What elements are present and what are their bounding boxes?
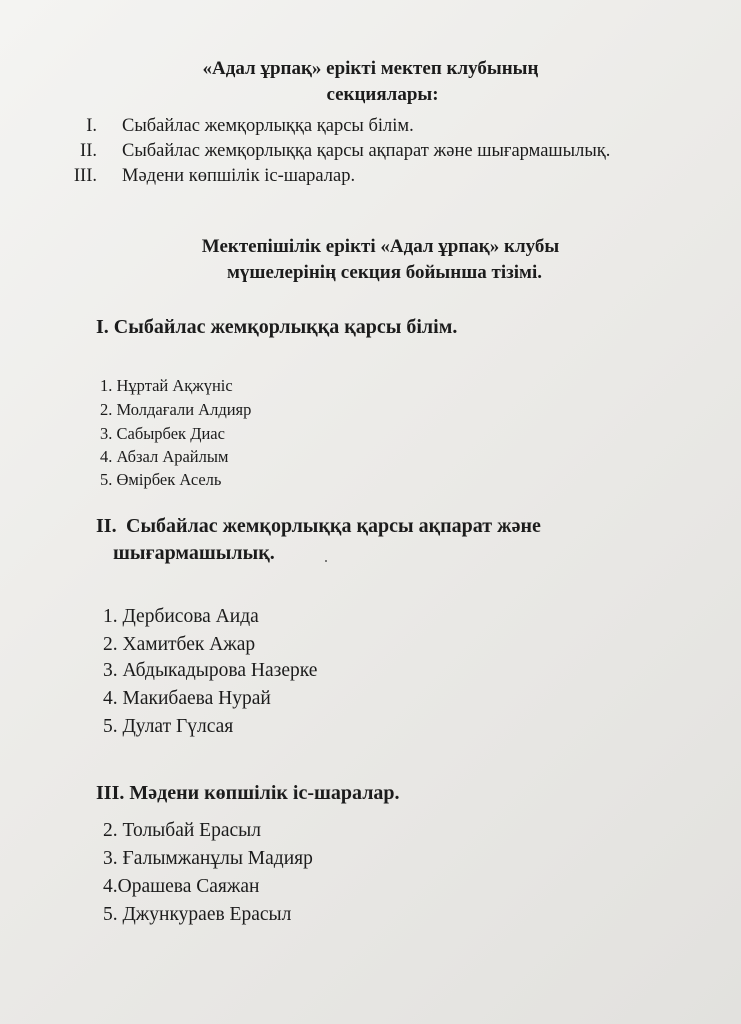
list-title-line-2: мүшелерінің секция бойынша тізімі. bbox=[226, 262, 542, 283]
section1-member: 3. Сабырбек Диас bbox=[100, 424, 225, 443]
section1-member: 1. Нұртай Ақжүніс bbox=[100, 376, 233, 395]
title-line-1: «Адал ұрпақ» ерікті мектеп клубының bbox=[202, 58, 539, 79]
section2-heading-line-2: шығармашылық. bbox=[113, 542, 275, 564]
section3-member: 4.Орашева Саяжан bbox=[103, 876, 260, 897]
overview-text-1: Сыбайлас жемқорлыққа қарсы білім. bbox=[122, 116, 414, 136]
section2-member: 1. Дербисова Аида bbox=[103, 606, 259, 627]
section2-num: II. bbox=[96, 515, 117, 537]
overview-text-3: Мәдени көпшілік іс-шаралар. bbox=[122, 166, 356, 186]
section2-heading-line-1: Сыбайлас жемқорлыққа қарсы ақпарат және bbox=[126, 515, 541, 537]
overview-text-2: Сыбайлас жемқорлыққа қарсы ақпарат және шығармашылық. bbox=[122, 141, 611, 161]
section2-member: 2. Хамитбек Ажар bbox=[103, 634, 256, 655]
section3-member: 5. Джункураев Ерасыл bbox=[103, 904, 292, 925]
section1-member: 5. Өмірбек Асель bbox=[100, 470, 222, 489]
overview-num-1: I. bbox=[86, 116, 97, 136]
section2-member: 4. Макибаева Нурай bbox=[103, 688, 271, 709]
section1-member: 2. Молдағали Алдияр bbox=[100, 400, 252, 419]
section3-member: 3. Ғалымжанұлы Мадияр bbox=[103, 848, 313, 869]
section1-member: 4. Абзал Арайлым bbox=[100, 447, 229, 466]
title-line-2: секциялары: bbox=[326, 84, 439, 105]
section3-member: 2. Толыбай Ерасыл bbox=[103, 820, 261, 841]
section2-member: 3. Абдыкадырова Назерке bbox=[103, 660, 318, 681]
overview-num-3: III. bbox=[73, 166, 97, 186]
section1-heading: I. Сыбайлас жемқорлыққа қарсы білім. bbox=[96, 316, 458, 338]
list-title-line-1: Мектепішілік ерікті «Адал ұрпақ» клубы bbox=[201, 236, 560, 257]
section3-heading: III. Мәдени көпшілік іс-шаралар. bbox=[96, 782, 400, 804]
section2-member: 5. Дулат Гүлсая bbox=[103, 716, 234, 737]
overview-num-2: II. bbox=[80, 141, 97, 161]
speck-mark bbox=[325, 560, 327, 562]
